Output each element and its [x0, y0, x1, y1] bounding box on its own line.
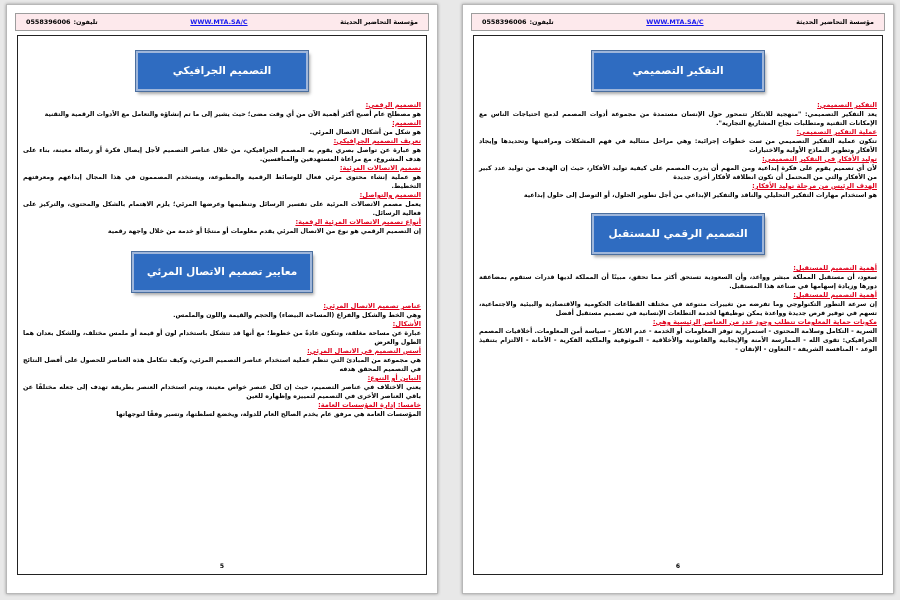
section-text: يعد التفكير التصميمي: "منهجية للابتكار تتمحور حول الإنسان مستمدة من مجموعة أدوات المصمم لدمج احتياجات الناس مع الإمكانات التقنية ومتطلبات نجاح المشاريع التجارية". [479, 111, 877, 127]
section-text: هو عملية إنشاء محتوى مرئي فعال للوسائط الرقمية والمطبوعة، ويستخدم المصممون في هذا المجال إبداعهم ومعرفتهم التخطيط. [23, 174, 421, 190]
section-text: المؤسسات العامة هي مرفق عام يخدم الصالح العام للدولة، ويخضع لسلطتها، وتسير وفقًا لتوجهاتها [116, 411, 421, 418]
section-text: هو عبارة عن تواصل بصري يقوم به المصمم الجرافيكي، من خلال عناصر التصميم لأجل إيصال فكرة أو رسالة معينة، بناء على هدف المشروع، مع مراعاة المستهدفين والمنافسين. [23, 147, 421, 163]
section-heading: التباين أو التنوع: [367, 374, 421, 382]
section-text: تتكون عملية التفكير التصميمي من ست خطوات إجرائية: وهي مراحل متتالية في فهم المشكلات ومراقبتها وتحديدها وإيجاد الأفكار وتطوير النماذج الأولية والاختبارات [479, 138, 877, 154]
page-content [479, 41, 877, 354]
header-phone [482, 18, 554, 26]
section-heading: عناصر تصميم الاتصال المرئي: [323, 302, 421, 310]
section-text: هو شكل من أشكال الاتصال المرئي. [309, 129, 421, 136]
header-phone-label: تليفون: [73, 18, 98, 26]
section-heading: الأشكال: [392, 320, 421, 328]
section-heading: التصميم: [392, 119, 421, 127]
page-content [23, 41, 421, 419]
section-heading: مكونات حماية المعلومات تتطلب وجود عدد من العناصر الرئيسية وهي: [652, 318, 877, 326]
section-text: لأن أي تصميم يقوم على فكرة إبداعية ومن المهم أن يدرب المصمم على كيفية توليد الأفكار، حيث إن الهدف من توليد عدد كبير من الأفكار والتي من المحتمل أن تكون انطلاقة لأفكار أخرى جديدة [479, 165, 877, 181]
section-heading: الهدف الرئيس من مرحلة توليد الأفكار: [752, 182, 877, 190]
section-text: إن سرعة التطور التكنولوجي وما تفرضه من تغييرات متنوعة في مختلف القطاعات الحكومية والاقتصادية والبيئية والاجتماعية، تسهم في توفير فرص جديدة وواعدة يمكن توظيفها لخدمة التطلعات الإنسانية في تصميم مستقبل أفضل [479, 301, 877, 317]
section-text: يعمل مصمم الاتصالات المرئية على تفسير الرسائل وتنظيمها وعرضها المرئي؛ يلزم الاهتمام بالشكل والمحتوى، والتركيز على فعالية الرسائل. [23, 201, 421, 217]
section-banner-visual-standards: معايير تصميم الاتصال المرئي [132, 252, 312, 292]
section-heading: تعريف التصميم الجرافيكي: [333, 137, 421, 145]
document-page-6 [462, 4, 894, 594]
section-heading: أسس التصميم في الاتصال المرئي: [307, 347, 421, 355]
section-heading: أهمية التصميم للمستقبل: [793, 264, 877, 272]
header-url-link[interactable]: WWW.MTA.SA/C [646, 18, 704, 26]
section-banner-digital-future: التصميم الرقمي للمستقبل [592, 214, 764, 254]
page-number: 6 [675, 563, 681, 570]
section-heading: عملية التفكير التصميمي: [796, 128, 877, 136]
section-heading: أنواع تصميم الاتصالات المرئية الرقمية: [295, 218, 421, 226]
section-banner-graphic-design: التصميم الجرافيكي [136, 51, 308, 91]
section-heading: التصميم الرقمي: [365, 101, 421, 109]
header-phone-label: تليفون: [529, 18, 554, 26]
page-number: 5 [219, 563, 225, 570]
section-heading: توليد الأفكار في التفكير التصميمي: [762, 155, 877, 163]
document-page-5 [6, 4, 438, 594]
page-header-bar [471, 13, 885, 31]
section-text: هو استخدام مهارات التفكير التحليلي والناقد والتفكير الإبداعي من أجل تطوير الحلول، أو التوصل إلى حلول إبداعية [523, 192, 877, 199]
header-phone-number: 0558396006 [26, 18, 71, 26]
section-heading: التفكير التصميمي: [817, 101, 877, 109]
header-company-name: مؤسسة التحاضير الحديثة [796, 18, 874, 26]
section-heading: أهمية التصميم للمستقبل: [793, 291, 877, 299]
section-heading: خامسا: إدارة المؤسسات العامة: [318, 401, 421, 409]
page-header-bar [15, 13, 429, 31]
section-banner-design-thinking: التفكير التصميمي [592, 51, 764, 91]
section-text: سعود، أن مستقبل المملكة مبشر وواعد، وأن السعودية تستحق أكثر مما تحقق، مبينًا أن المملكة لديها قدرات ستقوم بمضاعفة دورها وزيادة إسهامها في صناعة هذا المستقبل. [479, 274, 877, 290]
header-phone-number: 0558396006 [482, 18, 527, 26]
section-text: عبارة عن مساحة مغلقة، وتتكون عادةً من خطوط؛ مع أنها قد تتشكل باستخدام لون أو قيمة أو ملمس مختلف، وللشكل بعدان هما الطول والعرض [23, 330, 421, 346]
section-text: هو مصطلح عام أصبح أكثر أهمية الآن من أي وقت مضى؛ حيث يشير إلى ما تم إنشاؤه والتعامل مع الأدوات الرقمية والتقنية [44, 111, 421, 118]
section-text: يعني الاختلاف في عناصر التصميم، حيث إن لكل عنصر خواص معينة، ويتم استخدام العنصر بطريقة تهدف إلى جعله مختلفًا عن باقي العناصر الأخرى في التصميم لتمييزه وإظهاره للعين [23, 384, 421, 400]
header-phone [26, 18, 98, 26]
header-url-link[interactable]: WWW.MTA.SA/C [190, 18, 248, 26]
section-text: وهي الخط والشكل والفراغ (المساحة البيضاء) والحجم والقيمة واللون والملمس. [173, 312, 421, 319]
section-heading: تصميم الاتصالات المرئية: [339, 164, 421, 172]
header-company-name: مؤسسة التحاضير الحديثة [340, 18, 418, 26]
section-heading: التصميم والتواصل: [359, 191, 421, 199]
section-text: إن التصميم الرقمي هو نوع من الاتصال المرئي يقدم معلومات أو منتجًا أو خدمة من خلال واجهة رقمية [107, 228, 421, 235]
section-text: السرية - التكامل وسلامة المحتوى - استمرارية توفر المعلومات أو الخدمة - عدم الانكار - سياسة أمن المعلومات. أخلاقيات المصمم الجرافيكي: تقوى الله - الممارسة الأمنة والإيجابية والقانونية والأخلاقية - الموثوقية والملكية الفكرية - الأمانة - الالتزام بتنفيذ الوعد - المنافسة الشريفة - التعاون - الإتقان - [479, 328, 877, 353]
section-text: هي مجموعة من المبادئ التي تنظم عملية استخدام عناصر التصميم المرئي، وكيف تتكامل هذه العناصر للحصول على أفضل النتائج في التصميم المحقق هدفه [23, 357, 421, 373]
